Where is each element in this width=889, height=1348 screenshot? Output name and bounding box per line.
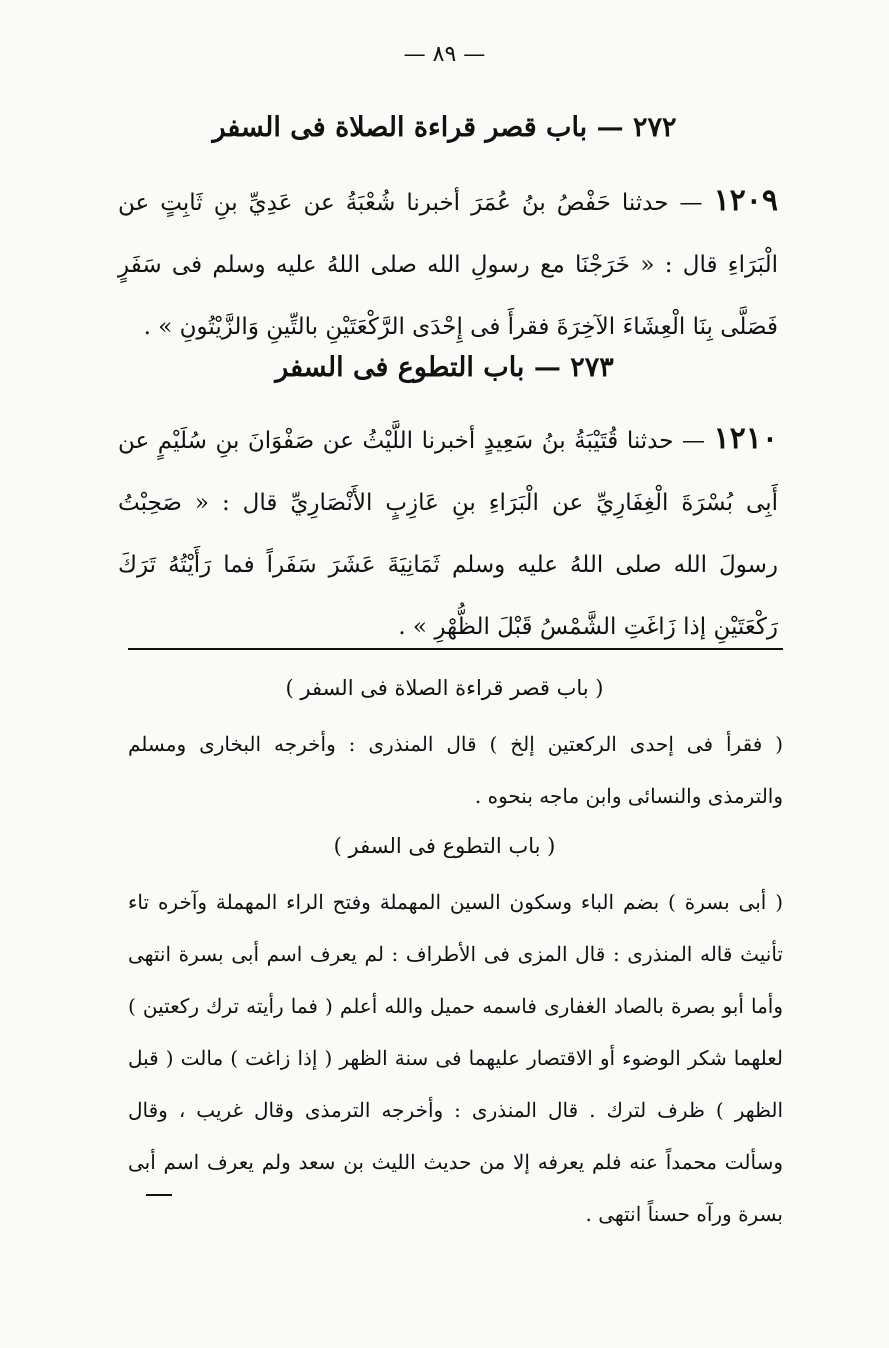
hadith-text: — حدثنا قُتَيْبَةُ بنُ سَعِيدٍ أخبرنا اللَّيْثُ عن صَفْوَانَ بنِ سُلَيْمٍ عن أَبِى بُسْرَةَ الْغِفَارِيِّ عن الْبَرَاءِ بنِ عَازِبٍ الأَنْصَارِيِّ قال : « صَحِبْتُ رسولَ الله صلى اللهُ عليه وسلم ثَمَانِيَةَ عَشَرَ سَفَراً فما رَأَيْتُهُ تَرَكَ رَكْعَتَيْنِ إذا زَاغَتِ الشَّمْسُ قَبْلَ الظُّهْرِ » . (118, 428, 778, 640)
commentary-heading-2: ( باب التطوع فى السفر ) (333, 834, 556, 858)
commentary-paragraph-1: ( فقرأ فى إحدى الركعتين إلخ ) قال المنذرى : وأخرجه البخارى ومسلم والترمذى والنسائى وابن ماجه بنحوه . (128, 732, 783, 808)
hadith-number: ١٢١٠ (713, 421, 778, 456)
chapter-heading-272: ٢٧٢ — باب قصر قراءة الصلاة فى السفر (212, 112, 677, 143)
hadith-text: — حدثنا حَفْصُ بنُ عُمَرَ أخبرنا شُعْبَةُ عن عَدِيِّ بنِ ثَابِتٍ عن الْبَرَاءِ قال : « خَرَجْنَا مع رسولِ الله صلى اللهُ عليه وسلم فى سَفَرٍ فَصَلَّى بِنَا الْعِشَاءَ الآخِرَةَ فقرأَ فى إِحْدَى الرَّكْعَتَيْنِ بالتِّينِ وَالزَّيْتُونِ » . (118, 190, 778, 340)
commentary-heading-1: ( باب قصر قراءة الصلاة فى السفر ) (285, 676, 604, 700)
hadith-number: ١٢٠٩ (713, 183, 779, 218)
chapter-heading-273: ٢٧٣ — باب التطوع فى السفر (275, 352, 614, 383)
commentary-paragraph-2: ( أبى بسرة ) بضم الباء وسكون السين المهملة وفتح الراء المهملة وآخره تاء تأنيث قاله المنذرى : قال المزى فى الأطراف : لم يعرف اسم أبى بسرة انتهى وأما أبو بصرة بالصاد الغفارى فاسمه حميل والله أعلم ( فما رأيته ترك ركعتين ) لعلهما شكر الوضوء أو الاقتصار عليهما فى سنة الظهر ( إذا زاغت ) مالت ( قبل الظهر ) ظرف لترك . قال المنذرى : وأخرجه الترمذى وقال غريب ، وقال وسألت محمداً عنه فلم يعرفه إلا من حديث الليث بن سعد ولم يعرف اسم أبى بسرة ورآه حسناً انتهى . (128, 890, 783, 1226)
end-dash (146, 1194, 172, 1196)
hadith-1209 (118, 170, 778, 358)
page-number: — ٨٩ — (403, 42, 486, 67)
hadith-1210 (118, 408, 778, 658)
footnote-divider (128, 648, 783, 650)
